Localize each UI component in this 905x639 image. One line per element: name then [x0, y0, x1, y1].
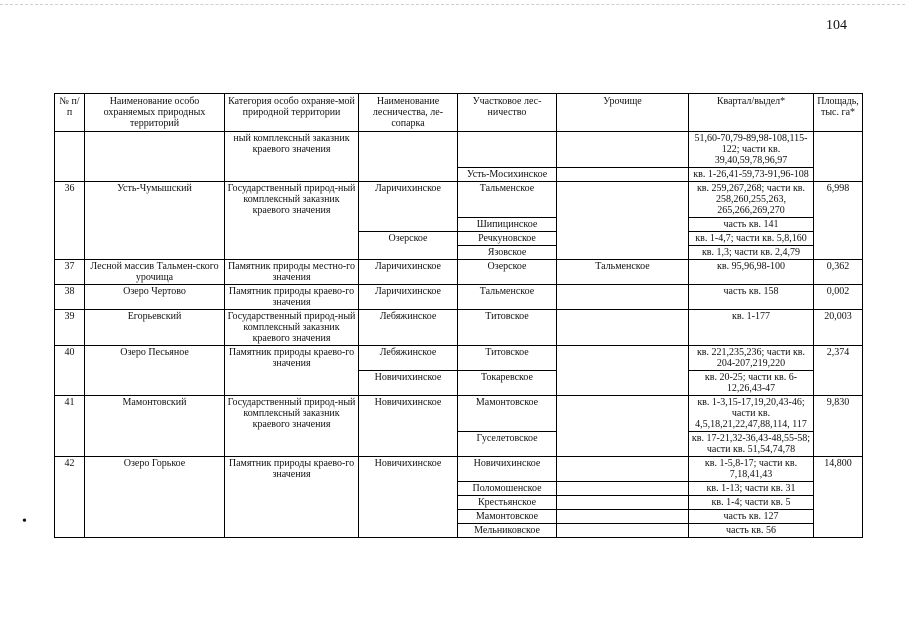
cell-name: Мамонтовский: [85, 396, 225, 457]
cell-forestry: Ларичихинское: [359, 285, 458, 310]
cell-name: Озеро Горькое: [85, 457, 225, 538]
cell-tract: [557, 396, 689, 457]
cell-quarter: кв. 1-4,7; части кв. 5,8,160: [689, 232, 814, 246]
cell-category: Государственный природ-ный комплексный заказник краевого значения: [225, 182, 359, 260]
header-area: Площадь, тыс. га*: [814, 94, 863, 132]
cell-tract: [557, 346, 689, 396]
cell-quarter: кв. 221,235,236; части кв. 204-207,219,220: [689, 346, 814, 371]
cell-quarter: кв. 1-3,15-17,19,20,43-46; части кв. 4,5,18,21,22,47,88,114, 117: [689, 396, 814, 432]
cell-category: Государственный природ-ный комплексный заказник краевого значения: [225, 310, 359, 346]
cell-category: Памятник природы местно-го значения: [225, 260, 359, 285]
cell-area: 20,003: [814, 310, 863, 346]
cell-forestry: Ларичихинское: [359, 260, 458, 285]
scan-edge-line: [0, 4, 905, 6]
cell-num: 41: [55, 396, 85, 457]
cell-district: Озерское: [458, 260, 557, 285]
cell-num: 37: [55, 260, 85, 285]
cell-tract: [557, 482, 689, 496]
cell-district: [458, 132, 557, 168]
cell-area: 0,362: [814, 260, 863, 285]
cell-area: [814, 132, 863, 182]
cell-quarter: кв. 1,3; части кв. 2,4,79: [689, 246, 814, 260]
cell-area: 6,998: [814, 182, 863, 260]
cell-forestry: Новичихинское: [359, 371, 458, 396]
cell-category: Памятник природы краево-го значения: [225, 346, 359, 396]
cell-num: 38: [55, 285, 85, 310]
cell-category: Памятник природы краево-го значения: [225, 285, 359, 310]
cell-tract: [557, 310, 689, 346]
cell-district: Мамонтовское: [458, 510, 557, 524]
cell-category: Государственный природ-ный комплексный заказник краевого значения: [225, 396, 359, 457]
cell-district: Тальменское: [458, 182, 557, 218]
cell-district: Усть-Мосихинское: [458, 168, 557, 182]
header-num: № п/п: [55, 94, 85, 132]
cell-quarter: кв. 1-177: [689, 310, 814, 346]
table-row: [55, 457, 863, 482]
header-name: Наименование особо охраняемых природных территорий: [85, 94, 225, 132]
cell-tract: [557, 457, 689, 482]
cell-forestry: Озерское: [359, 232, 458, 260]
cell-district: Гуселетовское: [458, 432, 557, 457]
table-row: [55, 285, 863, 310]
page-number: 104: [826, 18, 847, 33]
cell-num: 42: [55, 457, 85, 538]
cell-name: [85, 132, 225, 182]
cell-district: Крестьянское: [458, 496, 557, 510]
cell-tract: [557, 132, 689, 168]
cell-district: Титовское: [458, 310, 557, 346]
cell-district: Титовское: [458, 346, 557, 371]
cell-name: Егорьевский: [85, 310, 225, 346]
cell-district: Мамонтовское: [458, 396, 557, 432]
table-row: [55, 260, 863, 285]
table-row: [55, 346, 863, 371]
cell-district: Тальменское: [458, 285, 557, 310]
cell-num: 39: [55, 310, 85, 346]
cell-quarter: кв. 17-21,32-36,43-48,55-58; части кв. 51,54,74,78: [689, 432, 814, 457]
cell-quarter: кв. 1-4; части кв. 5: [689, 496, 814, 510]
cell-quarter: кв. 95,96,98-100: [689, 260, 814, 285]
header-forestry: Наименование лесничества, ле-сопарка: [359, 94, 458, 132]
cell-tract: [557, 182, 689, 260]
table-header-row: [55, 94, 863, 132]
cell-quarter: часть кв. 127: [689, 510, 814, 524]
cell-district: Токаревское: [458, 371, 557, 396]
cell-tract: Тальменское: [557, 260, 689, 285]
cell-forestry: Лебяжинское: [359, 346, 458, 371]
cell-name: Усть-Чумышский: [85, 182, 225, 260]
cell-quarter: кв. 1-13; части кв. 31: [689, 482, 814, 496]
cell-district: Мельниковское: [458, 524, 557, 538]
cell-area: 2,374: [814, 346, 863, 396]
cell-area: 9,830: [814, 396, 863, 457]
cell-tract: [557, 524, 689, 538]
cell-name: Лесной массив Тальмен-ского урочища: [85, 260, 225, 285]
cell-quarter: кв. 1-26,41-59,73-91,96-108: [689, 168, 814, 182]
cell-district: Новичихинское: [458, 457, 557, 482]
table-row: [55, 132, 863, 168]
header-quarter: Квартал/выдел*: [689, 94, 814, 132]
cell-name: Озеро Чертово: [85, 285, 225, 310]
cell-quarter: часть кв. 158: [689, 285, 814, 310]
cell-tract: [557, 168, 689, 182]
cell-quarter: часть кв. 141: [689, 218, 814, 232]
scan-dot-mark: •: [22, 514, 27, 529]
table-row: [55, 182, 863, 218]
header-district: Участковое лес-ничество: [458, 94, 557, 132]
cell-area: 14,800: [814, 457, 863, 538]
cell-district: Речкуновское: [458, 232, 557, 246]
cell-quarter: 51,60-70,79-89,98-108,115-122; части кв. 39,40,59,78,96,97: [689, 132, 814, 168]
cell-district: Язовское: [458, 246, 557, 260]
table-row: [55, 396, 863, 432]
cell-district: Шипицинское: [458, 218, 557, 232]
header-category: Категория особо охраняе-мой природной территории: [225, 94, 359, 132]
header-tract: Урочище: [557, 94, 689, 132]
cell-quarter: кв. 1-5,8-17; части кв. 7,18,41,43: [689, 457, 814, 482]
protected-areas-table: [54, 93, 863, 538]
cell-num: 36: [55, 182, 85, 260]
cell-tract: [557, 496, 689, 510]
cell-num: [55, 132, 85, 182]
cell-forestry: Ларичихинское: [359, 182, 458, 232]
cell-category: ный комплексный заказник краевого значения: [225, 132, 359, 182]
cell-forestry: Новичихинское: [359, 396, 458, 457]
cell-name: Озеро Песьяное: [85, 346, 225, 396]
cell-district: Поломошенское: [458, 482, 557, 496]
cell-forestry: Лебяжинское: [359, 310, 458, 346]
cell-quarter: кв. 20-25; части кв. 6-12,26,43-47: [689, 371, 814, 396]
cell-tract: [557, 510, 689, 524]
cell-area: 0,002: [814, 285, 863, 310]
cell-tract: [557, 285, 689, 310]
cell-category: Памятник природы краево-го значения: [225, 457, 359, 538]
table-row: [55, 310, 863, 346]
cell-num: 40: [55, 346, 85, 396]
cell-forestry: [359, 132, 458, 182]
cell-forestry: Новичихинское: [359, 457, 458, 538]
cell-quarter: часть кв. 56: [689, 524, 814, 538]
cell-quarter: кв. 259,267,268; части кв. 258,260,255,263, 265,266,269,270: [689, 182, 814, 218]
